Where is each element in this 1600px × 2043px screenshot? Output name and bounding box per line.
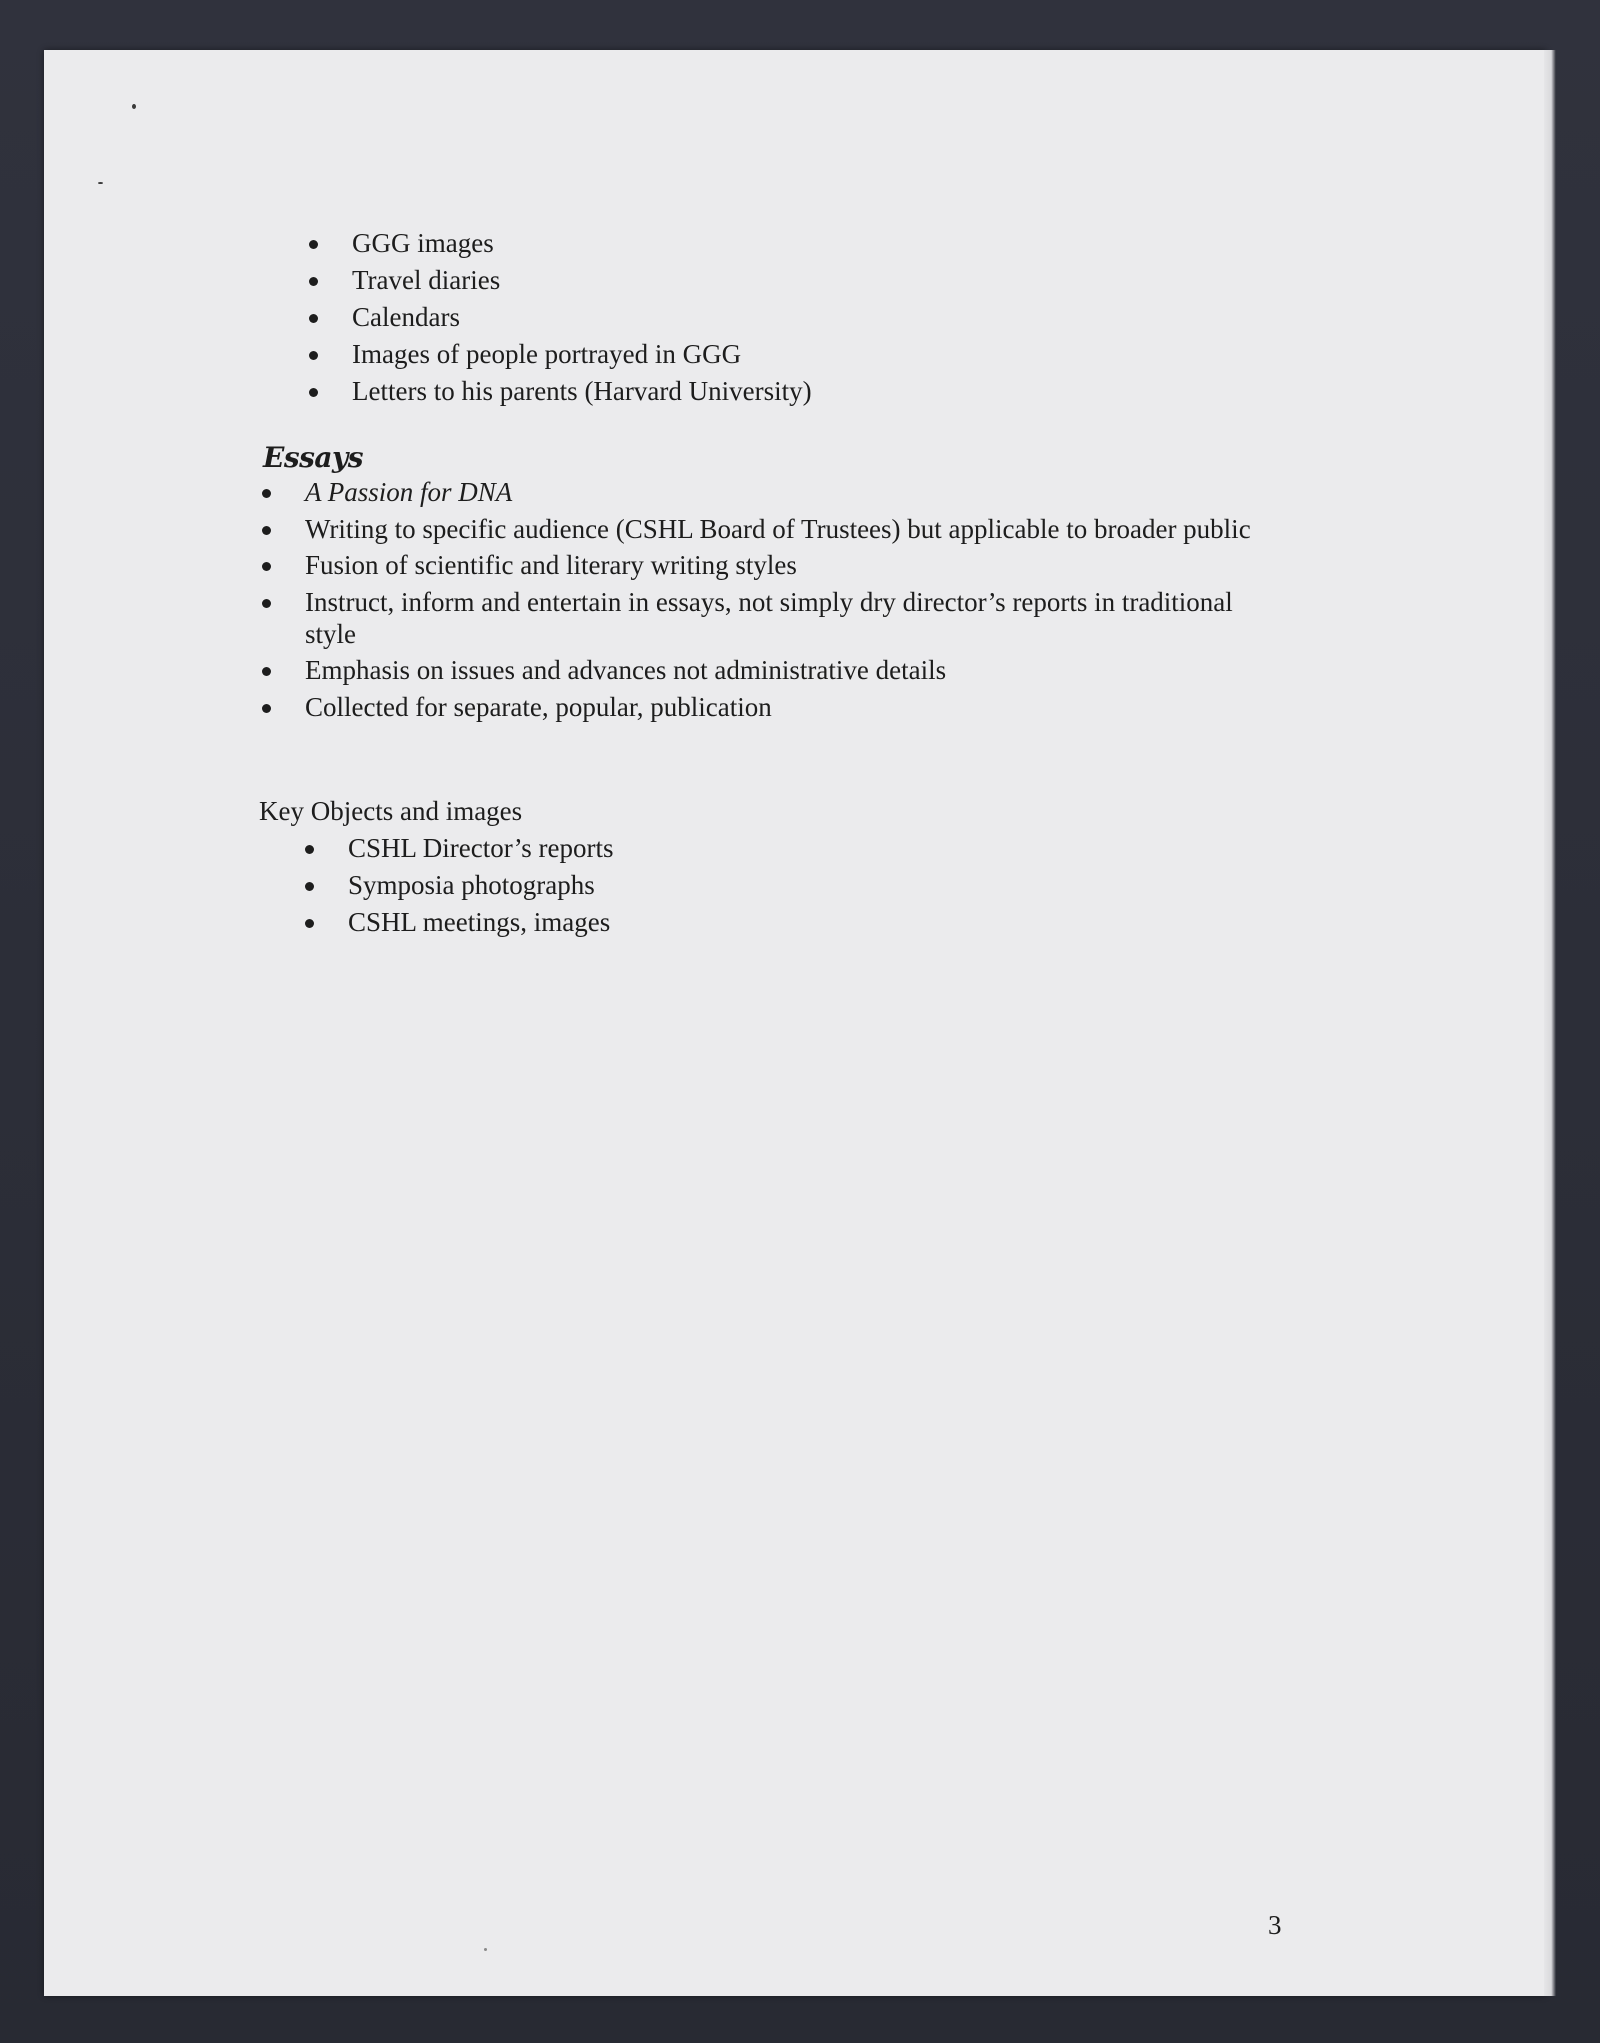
bullet-icon <box>305 919 314 928</box>
bullet-icon <box>262 526 271 535</box>
bullet-icon <box>309 351 318 360</box>
page-number: 3 <box>1268 1910 1282 1940</box>
key-objects-heading: Key Objects and images <box>259 796 523 826</box>
list-item <box>305 549 1285 582</box>
ink-speck <box>484 1948 487 1951</box>
key-objects-list <box>348 832 1248 943</box>
list-item-text: Emphasis on issues and advances not administrative details <box>305 655 947 685</box>
list-item-text: Collected for separate, popular, publication <box>305 692 772 722</box>
list-item <box>348 869 1248 902</box>
bullet-icon <box>309 314 318 323</box>
list-item <box>305 476 1285 509</box>
list-item-text: Fusion of scientific and literary writing styles <box>305 550 797 580</box>
list-item <box>348 832 1248 865</box>
list-item <box>305 586 1285 650</box>
list-item-text: Images of people portrayed in GGG <box>352 339 742 369</box>
bullet-icon <box>262 667 271 676</box>
list-item-text: GGG images <box>352 228 494 258</box>
list-item <box>352 338 1252 371</box>
list-item <box>305 513 1285 545</box>
bullet-icon <box>262 489 271 498</box>
ink-speck <box>98 182 103 184</box>
bullet-icon <box>262 562 271 571</box>
list-item-text: Symposia photographs <box>348 870 595 900</box>
bullet-icon <box>309 388 318 397</box>
bullet-icon <box>305 882 314 891</box>
list-item-text: Travel diaries <box>352 265 501 295</box>
list-item <box>305 691 1285 724</box>
list-item <box>305 654 1285 687</box>
list-item-text: A Passion for DNA <box>305 477 513 507</box>
list-item-text: Calendars <box>352 302 460 332</box>
bullet-icon <box>305 845 314 854</box>
bullet-icon <box>309 277 318 286</box>
list-item <box>352 264 1252 297</box>
essays-heading: Essays <box>263 441 364 474</box>
list-item <box>352 301 1252 334</box>
bullet-icon <box>262 704 271 713</box>
essays-list <box>305 476 1285 728</box>
list-item <box>348 906 1248 939</box>
intro-list <box>352 227 1252 412</box>
bullet-icon <box>262 599 271 608</box>
list-item-text: CSHL meetings, images <box>348 907 611 937</box>
bullet-icon <box>309 240 318 249</box>
list-item <box>352 375 1252 408</box>
list-item <box>352 227 1252 260</box>
list-item-text: CSHL Director’s reports <box>348 833 614 863</box>
list-item-text: Instruct, inform and entertain in essays, not simply dry director’s reports in traditional style <box>305 587 1233 649</box>
ink-speck <box>132 104 136 109</box>
list-item-text: Letters to his parents (Harvard University) <box>352 376 812 406</box>
list-item-text: Writing to specific audience (CSHL Board of Trustees) but applicable to broader public <box>305 514 1251 544</box>
